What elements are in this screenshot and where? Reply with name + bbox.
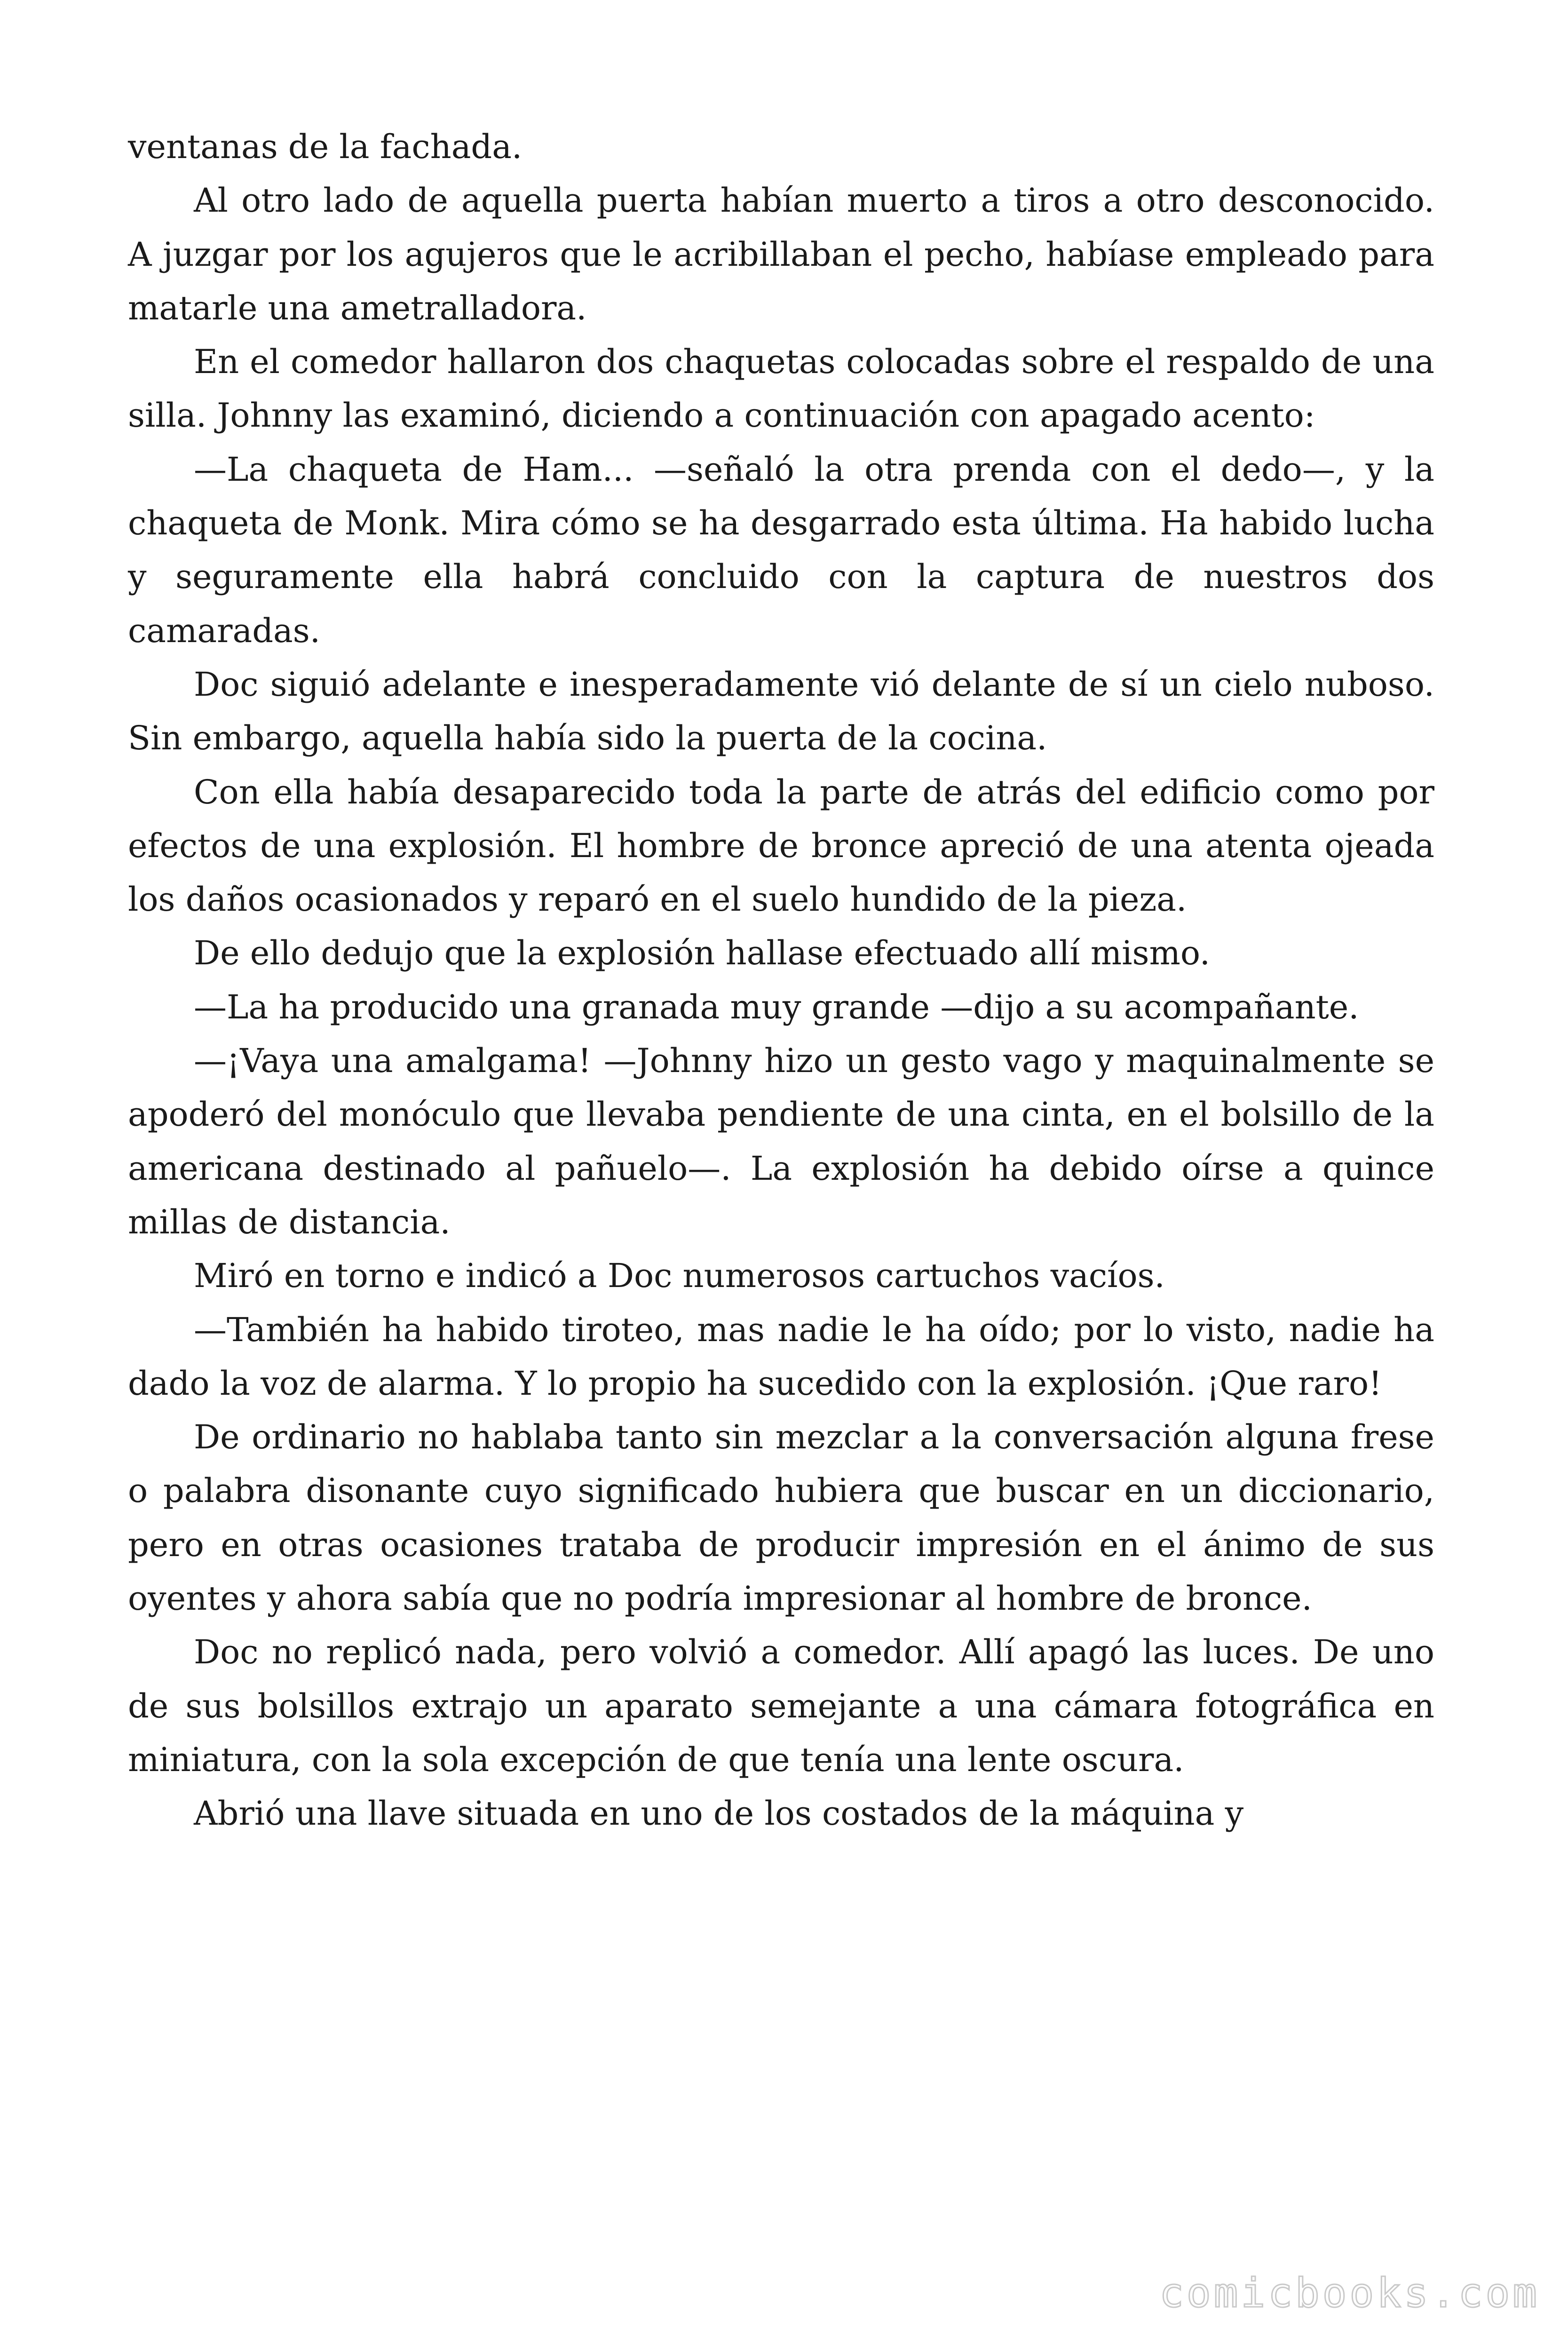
paragraph: Doc no replicó nada, pero volvió a comedor. Allí apagó las luces. De uno de sus bolsillos extrajo un aparato semejante a una cámara fotográfica en miniatura, con la sola excepción de que tenía una lente oscura.	[128, 1633, 1434, 1779]
paragraph: —También ha habido tiroteo, mas nadie le ha oído; por lo visto, nadie ha dado la voz de alarma. Y lo propio ha sucedido con la explosión. ¡Que raro!	[128, 1310, 1434, 1403]
paragraph: Miró en torno e indicó a Doc numerosos cartuchos vacíos.	[194, 1256, 1165, 1295]
paragraph: Con ella había desaparecido toda la parte de atrás del edificio como por efectos de una explosión. El hombre de bronce apreció de una atenta ojeada los daños ocasionados y reparó en el suelo hundido de la pieza.	[128, 772, 1434, 919]
paragraph-continuation: ventanas de la fachada.	[128, 127, 523, 166]
paragraph: —La ha producido una granada muy grande —dijo a su acompañante.	[194, 987, 1359, 1026]
paragraph: De ordinario no hablaba tanto sin mezclar a la conversación alguna frese o palabra disonante cuyo significado hubiera que buscar en un diccionario, pero en otras ocasiones trataba de producir impresión en el ánimo de sus oyentes y ahora sabía que no podría impresionar al hombre de bronce.	[128, 1418, 1434, 1618]
watermark: comicbooks.com	[1159, 2270, 1540, 2317]
paragraph: —La chaqueta de Ham... —señaló la otra prenda con el dedo—, y la chaqueta de Monk. Mira cómo se ha desgarrado esta última. Ha habido lucha y seguramente ella habrá concluido con la captura de nuestros dos camaradas.	[128, 450, 1434, 650]
paragraph: En el comedor hallaron dos chaquetas colocadas sobre el respaldo de una silla. Johnny las examinó, diciendo a continuación con apagado acento:	[128, 342, 1434, 435]
paragraph: De ello dedujo que la explosión hallase efectuado allí mismo.	[194, 934, 1211, 973]
body-text	[128, 120, 1434, 1841]
paragraph: Doc siguió adelante e inesperadamente vió delante de sí un cielo nuboso. Sin embargo, aquella había sido la puerta de la cocina.	[128, 665, 1434, 758]
paragraph: Al otro lado de aquella puerta habían muerto a tiros a otro desconocido. A juzgar por los agujeros que le acribillaban el pecho, habíase empleado para matarle una ametralladora.	[128, 181, 1434, 327]
paragraph-continues: Abrió una llave situada en uno de los costados de la máquina y	[194, 1794, 1244, 1833]
paragraph: —¡Vaya una amalgama! —Johnny hizo un gesto vago y maquinalmente se apoderó del monóculo que llevaba pendiente de una cinta, en el bolsillo de la americana destinado al pañuelo—. La explosión ha debido oírse a quince millas de distancia.	[128, 1041, 1434, 1241]
